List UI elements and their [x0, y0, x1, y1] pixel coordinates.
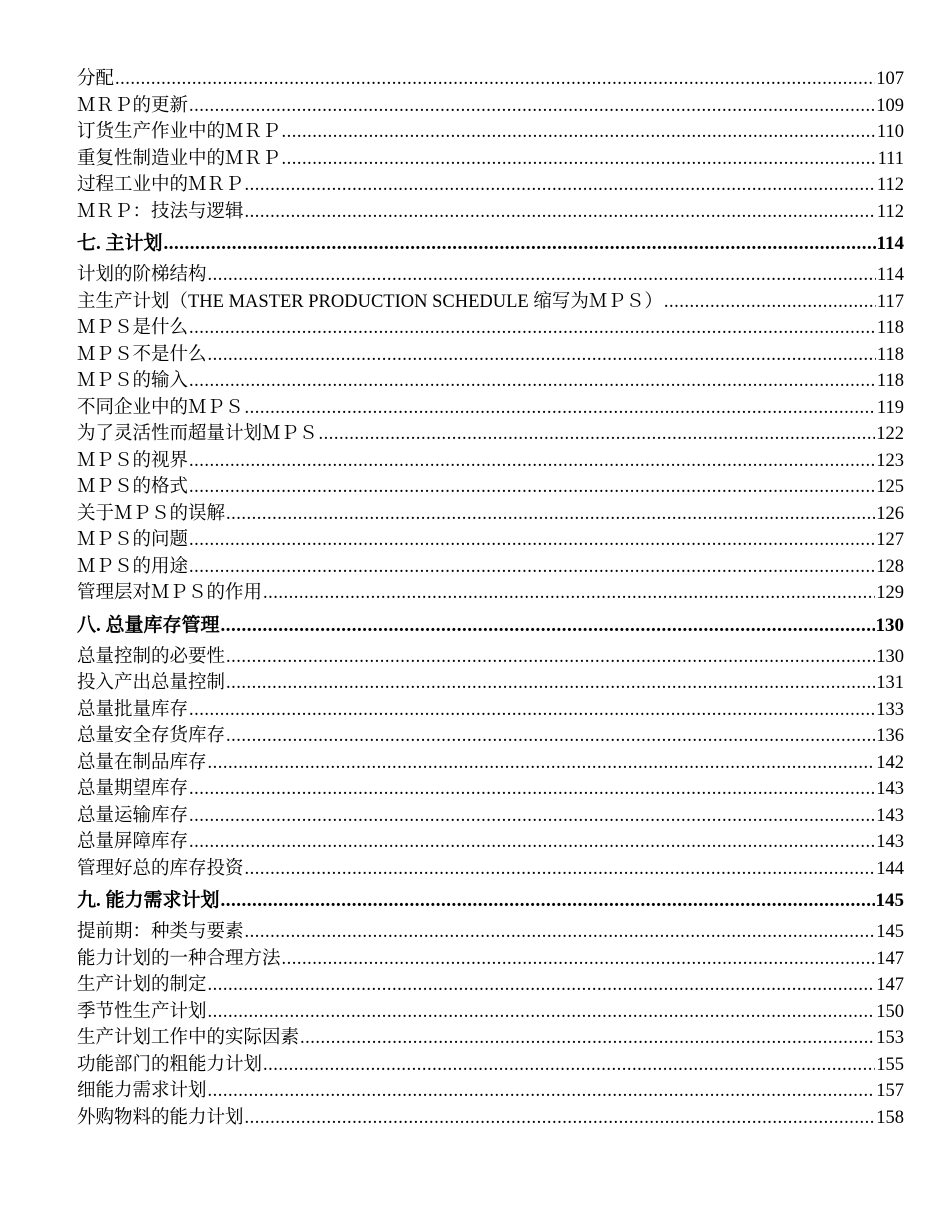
toc-entry[interactable]	[77, 172, 904, 199]
dot-leader	[208, 1078, 876, 1105]
toc-entry-title: 主生产计划（THE MASTER PRODUCTION SCHEDULE 缩写为ＭＰＳ）	[77, 291, 663, 312]
toc-entry[interactable]	[77, 146, 904, 173]
toc-entry-title: ＭＰＳ的输入	[77, 371, 189, 391]
toc-entry[interactable]	[77, 750, 904, 777]
toc-entry-title: 细能力需求计划	[77, 1081, 207, 1101]
dot-leader	[245, 172, 876, 199]
toc-entry[interactable]	[77, 919, 904, 946]
dot-leader	[208, 750, 876, 777]
toc-page-number: 111	[877, 148, 904, 169]
toc-entry[interactable]	[77, 999, 904, 1026]
toc-entry[interactable]	[77, 803, 904, 830]
dot-leader	[208, 972, 876, 999]
toc-entry[interactable]	[77, 474, 904, 501]
toc-page-number: 118	[876, 371, 904, 391]
toc-entry-title: 功能部门的粗能力计划	[77, 1054, 263, 1075]
toc-entry-title: 总量在制品库存	[77, 752, 207, 773]
toc-entry-title: 生产计划的制定	[77, 975, 207, 995]
toc-entry-title: ＭＰＳ不是什么	[77, 344, 207, 365]
toc-page-number: 143	[876, 832, 904, 852]
dot-leader	[319, 421, 876, 448]
toc-entry-title: ＭＰＳ是什么	[77, 318, 189, 338]
toc-entry[interactable]	[77, 262, 904, 289]
dot-leader	[282, 119, 876, 146]
toc-entry-title: 为了灵活性而超量计划ＭＰＳ	[77, 424, 318, 444]
toc-page-number: 147	[876, 975, 904, 995]
toc-entry-title: 重复性制造业中的ＭＲＰ	[77, 148, 281, 169]
toc-page-number: 123	[876, 450, 904, 471]
toc-page-number: 131	[876, 673, 904, 693]
dot-leader	[221, 612, 875, 639]
toc-page-number: 155	[876, 1054, 904, 1075]
toc-section-title: 八. 总量库存管理	[77, 614, 220, 636]
toc-page-number: 122	[876, 424, 904, 444]
toc-entry[interactable]	[77, 776, 904, 803]
dot-leader	[282, 946, 876, 973]
toc-entry[interactable]	[77, 1025, 904, 1052]
toc-entry-title: 分配	[77, 69, 115, 89]
toc-section-title: 七. 主计划	[77, 233, 163, 254]
toc-entry[interactable]	[77, 1078, 904, 1105]
toc-entry-title: 外购物料的能力计划	[77, 1107, 244, 1128]
dot-leader	[189, 554, 875, 581]
toc-entry[interactable]	[77, 315, 904, 342]
dot-leader	[245, 856, 876, 883]
dot-leader	[226, 723, 875, 750]
toc-entry[interactable]	[77, 501, 904, 528]
toc-page-number: 119	[876, 397, 904, 418]
toc-section-heading[interactable]	[77, 887, 904, 914]
toc-page-number: 118	[876, 318, 904, 338]
toc-entry-title: 不同企业中的ＭＰＳ	[77, 397, 244, 418]
toc-entry[interactable]	[77, 395, 904, 422]
dot-leader	[115, 66, 875, 93]
toc-page-number: 133	[876, 699, 904, 720]
toc-page-number: 107	[876, 69, 904, 89]
toc-entry[interactable]	[77, 199, 904, 226]
dot-leader	[189, 697, 875, 724]
toc-section-heading[interactable]	[77, 230, 904, 257]
dot-leader	[189, 448, 875, 475]
toc-entry[interactable]	[77, 1105, 904, 1132]
dot-leader	[226, 644, 875, 671]
toc-entry-title: 总量运输库存	[77, 805, 189, 826]
dot-leader	[263, 1052, 875, 1079]
dot-leader	[300, 1025, 875, 1052]
toc-page-number: 144	[876, 858, 904, 879]
toc-entry-title: 能力计划的一种合理方法	[77, 948, 281, 969]
toc-page-number: 125	[876, 477, 904, 497]
dot-leader	[189, 474, 875, 501]
dot-leader	[245, 919, 876, 946]
toc-entry-title: 投入产出总量控制	[77, 673, 226, 693]
toc-section-heading[interactable]	[77, 612, 904, 639]
toc-page-number: 114	[876, 233, 904, 254]
toc-entry[interactable]	[77, 723, 904, 750]
toc-entry-title: 总量屏障库存	[77, 832, 189, 852]
dot-leader	[189, 368, 876, 395]
toc-entry-title: ＭＰＳ的问题	[77, 530, 189, 550]
toc-entry[interactable]	[77, 342, 904, 369]
toc-page-number: 142	[876, 752, 904, 773]
toc-entry-title: 过程工业中的ＭＲＰ	[77, 175, 244, 195]
dot-leader	[282, 146, 877, 173]
toc-entry[interactable]	[77, 946, 904, 973]
toc-page-number: 130	[876, 646, 904, 667]
toc-page-number: 157	[876, 1081, 904, 1101]
table-of-contents	[77, 66, 904, 1131]
toc-page-number: 112	[876, 201, 904, 222]
toc-entry[interactable]	[77, 697, 904, 724]
dot-leader	[208, 999, 876, 1026]
toc-entry[interactable]	[77, 972, 904, 999]
toc-section-title: 九. 能力需求计划	[77, 890, 220, 911]
toc-page-number: 153	[876, 1028, 904, 1048]
toc-entry[interactable]	[77, 421, 904, 448]
dot-leader	[226, 670, 875, 697]
dot-leader	[221, 887, 875, 914]
toc-entry-title: 关于ＭＰＳ的误解	[77, 503, 226, 524]
toc-page-number: 145	[876, 922, 904, 942]
toc-entry-title: 管理好总的库存投资	[77, 858, 244, 879]
toc-page-number: 128	[876, 556, 904, 577]
toc-entry-title: ＭＲＰ的更新	[77, 95, 189, 116]
toc-page-number: 126	[876, 503, 904, 524]
dot-leader	[189, 315, 876, 342]
toc-entry-title: 总量批量库存	[77, 699, 189, 720]
toc-entry-title: ＭＲＰ：技法与逻辑	[77, 201, 244, 222]
toc-entry-title: ＭＰＳ的格式	[77, 477, 189, 497]
toc-entry[interactable]	[77, 289, 904, 316]
toc-page-number: 118	[876, 344, 904, 365]
toc-entry-title: ＭＰＳ的视界	[77, 450, 189, 471]
toc-entry[interactable]	[77, 66, 904, 93]
toc-entry[interactable]	[77, 580, 904, 607]
toc-entry-title: 计划的阶梯结构	[77, 265, 207, 285]
toc-entry[interactable]	[77, 93, 904, 120]
dot-leader	[245, 199, 876, 226]
dot-leader	[263, 580, 875, 607]
dot-leader	[189, 829, 875, 856]
dot-leader	[245, 395, 876, 422]
dot-leader	[189, 93, 875, 120]
toc-page-number: 117	[876, 291, 904, 312]
toc-page-number: 145	[875, 890, 904, 911]
dot-leader	[189, 803, 875, 830]
toc-entry[interactable]	[77, 527, 904, 554]
toc-page-number: 109	[876, 95, 904, 116]
toc-page-number: 143	[876, 779, 904, 799]
dot-leader	[226, 501, 875, 528]
dot-leader	[164, 230, 876, 257]
toc-entry[interactable]	[77, 119, 904, 146]
toc-entry-title: ＭＰＳ的用途	[77, 556, 189, 577]
toc-entry[interactable]	[77, 829, 904, 856]
dot-leader	[189, 527, 875, 554]
toc-entry-title: 订货生产作业中的ＭＲＰ	[77, 122, 281, 142]
toc-page-number: 114	[876, 265, 904, 285]
toc-page-number: 158	[876, 1107, 904, 1128]
toc-entry-title: 总量期望库存	[77, 779, 189, 799]
toc-entry[interactable]	[77, 448, 904, 475]
dot-leader	[189, 776, 875, 803]
toc-page-number: 127	[876, 530, 904, 550]
toc-entry[interactable]	[77, 368, 904, 395]
toc-page-number: 150	[876, 1001, 904, 1022]
toc-page-number: 112	[876, 175, 904, 195]
toc-page-number: 130	[875, 614, 904, 636]
dot-leader	[664, 289, 876, 316]
toc-entry-title: 总量控制的必要性	[77, 646, 226, 667]
dot-leader	[208, 342, 876, 369]
dot-leader	[208, 262, 876, 289]
toc-entry[interactable]	[77, 554, 904, 581]
dot-leader	[245, 1105, 876, 1132]
toc-entry[interactable]	[77, 1052, 904, 1079]
toc-entry[interactable]	[77, 670, 904, 697]
toc-page-number: 136	[876, 726, 904, 746]
toc-page-number: 147	[876, 948, 904, 969]
toc-entry[interactable]	[77, 856, 904, 883]
toc-page-number: 110	[876, 122, 904, 142]
toc-entry-title: 生产计划工作中的实际因素	[77, 1028, 300, 1048]
toc-page-number: 143	[876, 805, 904, 826]
toc-entry-title: 季节性生产计划	[77, 1001, 207, 1022]
toc-entry-title: 管理层对ＭＰＳ的作用	[77, 583, 263, 603]
toc-page-number: 129	[876, 583, 904, 603]
toc-entry-title: 总量安全存货库存	[77, 726, 226, 746]
toc-entry-title: 提前期：种类与要素	[77, 922, 244, 942]
toc-entry[interactable]	[77, 644, 904, 671]
